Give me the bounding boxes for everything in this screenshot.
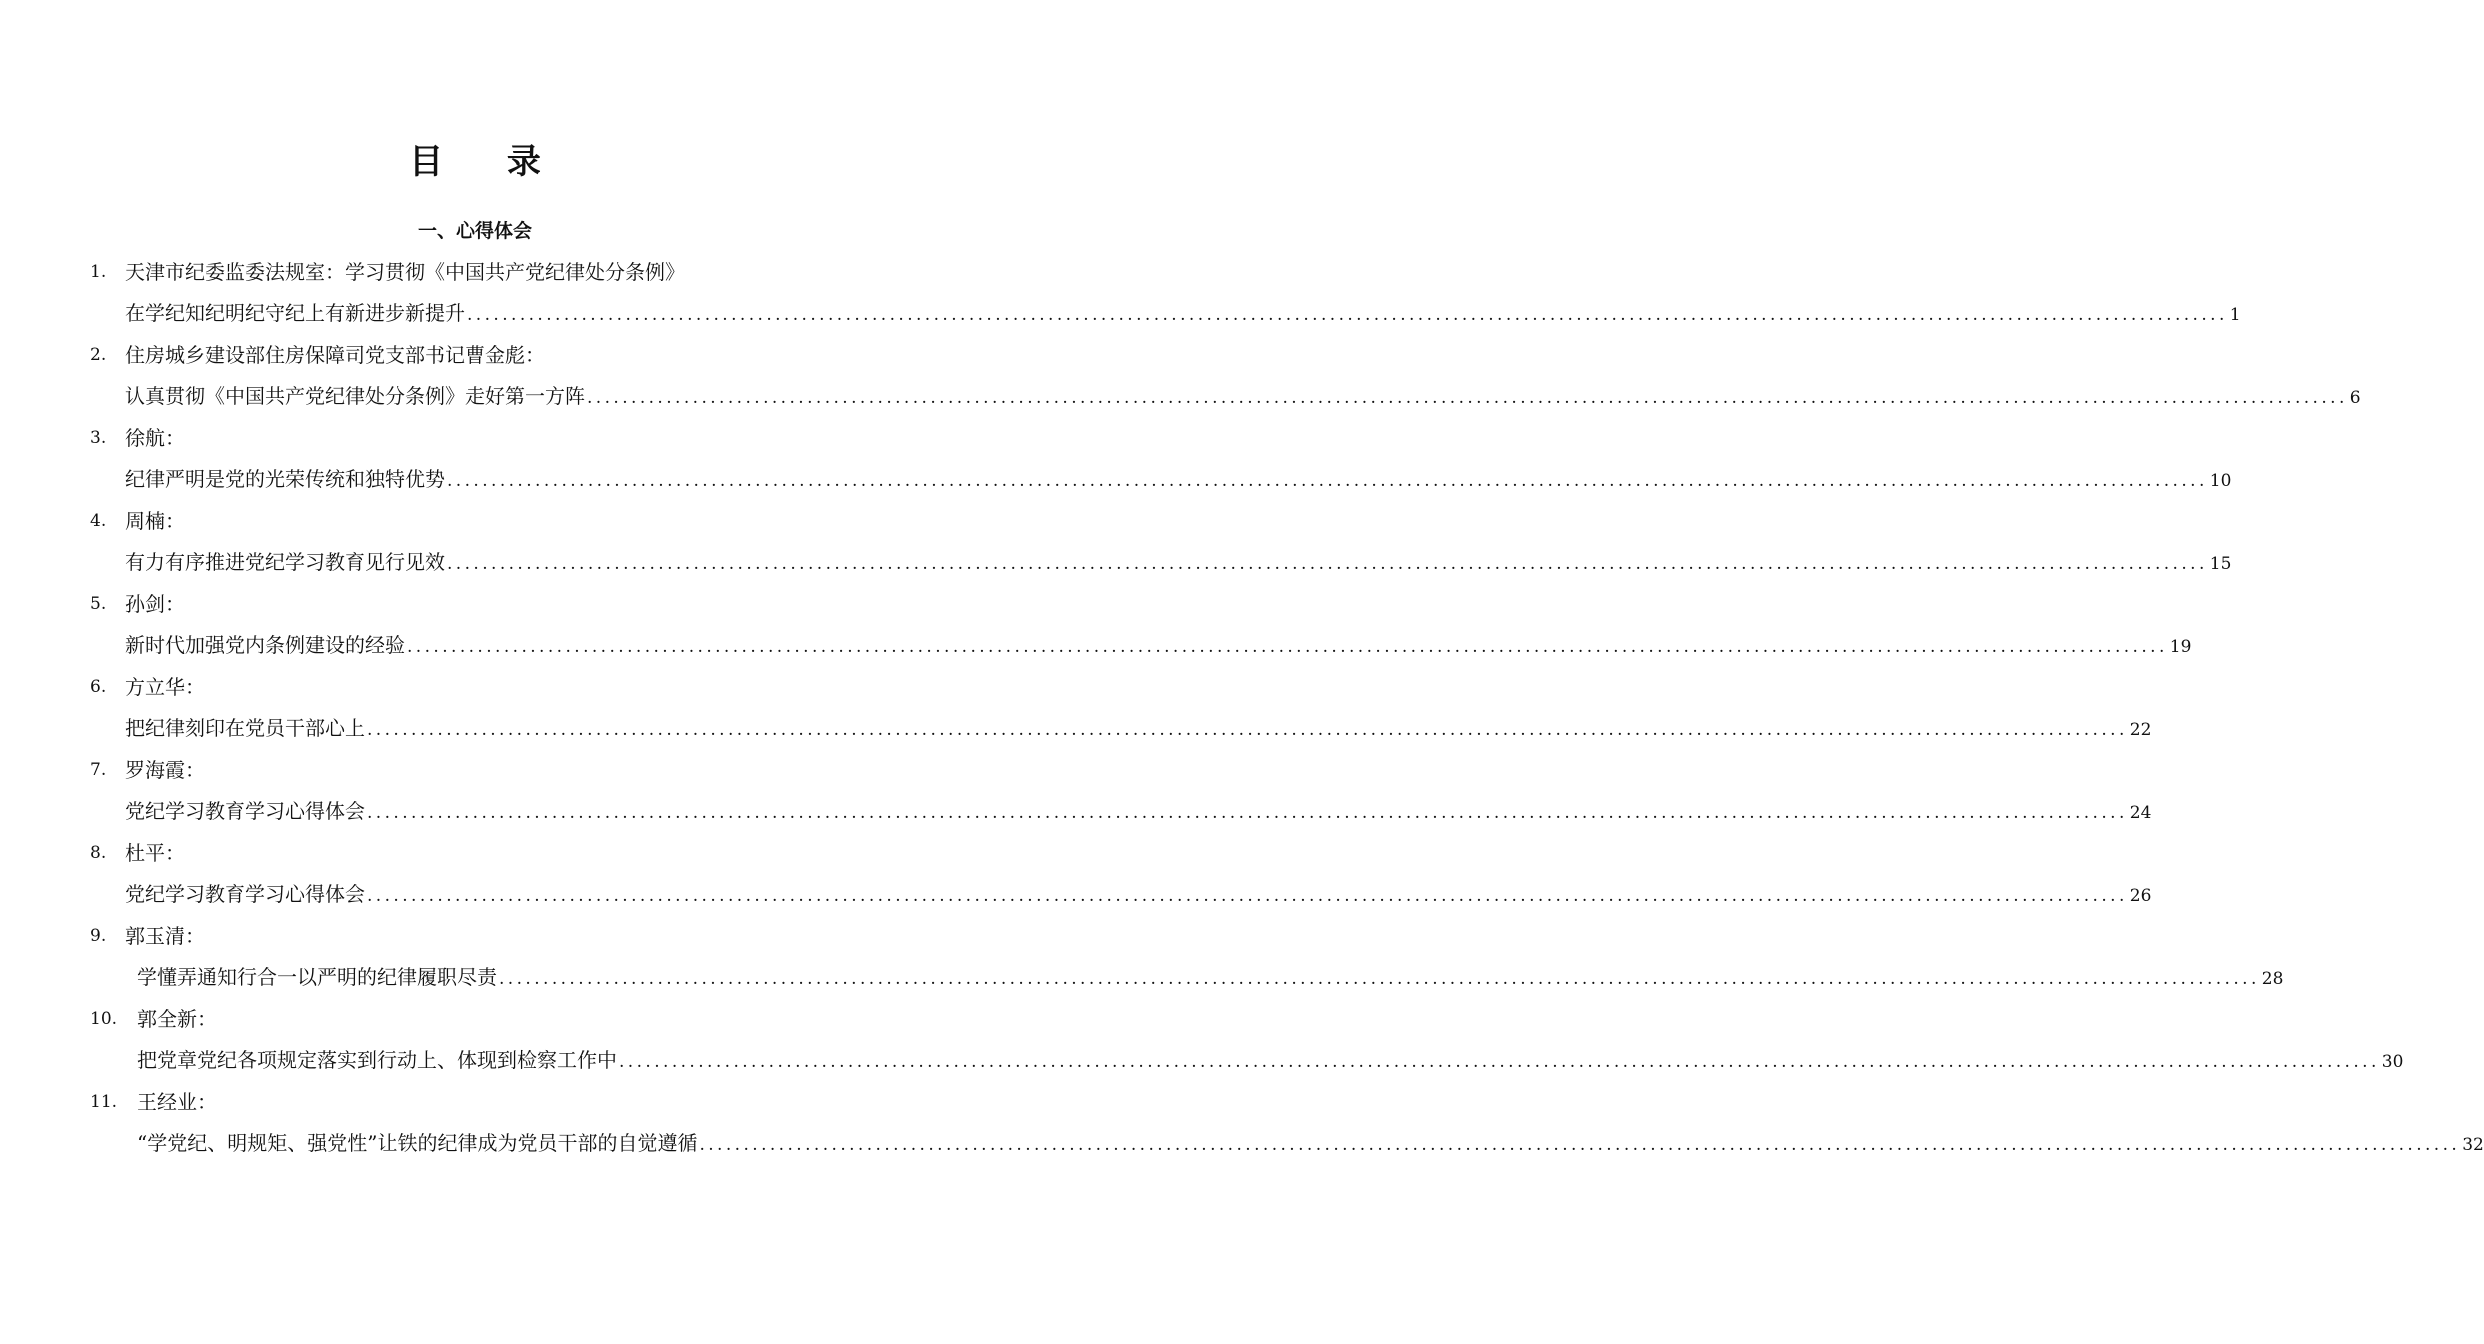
toc-entry[interactable] [0, 422, 2232, 505]
entry-number: 11. [90, 1092, 118, 1112]
entry-author: 郭玉清： [125, 924, 205, 948]
entry-number: 8. [90, 843, 107, 863]
entry-number: 4. [90, 511, 107, 531]
dot-leader: ........................................................................................................................................................................................................ [367, 720, 2128, 740]
dot-leader: ........................................................................................................................................................................................................ [407, 637, 2168, 657]
dot-leader: ........................................................................................................................................................................................................ [499, 969, 2260, 989]
toc-entry[interactable] [0, 339, 2361, 422]
entry-author: 周楠： [125, 509, 185, 533]
entry-author: 王经业： [137, 1090, 217, 1114]
dot-leader: ........................................................................................................................................................................................................ [619, 1052, 2380, 1072]
page-number: 26 [2129, 886, 2152, 906]
entry-author: 孙剑： [125, 592, 185, 616]
entry-author: 方立华： [125, 675, 205, 699]
entry-title-line [125, 463, 2232, 495]
entry-title-line [137, 961, 2284, 993]
page-number: 15 [2209, 554, 2232, 574]
entry-title-line [125, 629, 2192, 661]
entry-title: 在学纪知纪明纪守纪上有新进步新提升 [125, 301, 465, 325]
entry-number: 5. [90, 594, 107, 614]
table-of-contents [0, 256, 2484, 1169]
page-number: 10 [2209, 471, 2232, 491]
entry-author: 徐航： [125, 426, 185, 450]
page-number: 19 [2169, 637, 2192, 657]
entry-title-line [125, 546, 2232, 578]
toc-entry[interactable] [0, 754, 2152, 837]
entry-title-line [125, 712, 2152, 744]
section-heading: 一、心得体会 [417, 220, 532, 242]
entry-title: 有力有序推进党纪学习教育见行见效 [125, 550, 445, 574]
entry-number: 6. [90, 677, 107, 697]
toc-entry[interactable] [0, 1086, 2484, 1169]
page-number: 30 [2381, 1052, 2404, 1072]
entry-author: 天津市纪委监委法规室：学习贯彻《中国共产党纪律处分条例》 [125, 260, 685, 284]
entry-number: 10. [90, 1009, 118, 1029]
entry-author: 罗海霞： [125, 758, 205, 782]
entry-title: 把党章党纪各项规定落实到行动上、体现到检察工作中 [137, 1048, 617, 1072]
dot-leader: ........................................................................................................................................................................................................ [587, 388, 2348, 408]
entry-title-line [137, 1044, 2404, 1076]
entry-title: “学党纪、明规矩、强党性”让铁的纪律成为党员干部的自觉遵循 [137, 1131, 698, 1155]
page-number: 1 [2229, 305, 2241, 325]
dot-leader: ........................................................................................................................................................................................................ [447, 471, 2208, 491]
entry-author: 住房城乡建设部住房保障司党支部书记曹金彪： [125, 343, 545, 367]
entry-title-line [125, 297, 2241, 329]
page-number: 22 [2129, 720, 2152, 740]
page-title: 目 录 [409, 142, 567, 182]
entry-title: 新时代加强党内条例建设的经验 [125, 633, 405, 657]
entry-title: 党纪学习教育学习心得体会 [125, 882, 365, 906]
entry-number: 1. [90, 262, 107, 282]
entry-number: 2. [90, 345, 107, 365]
entry-number: 7. [90, 760, 107, 780]
toc-entry[interactable] [0, 920, 2284, 1003]
entry-title-line [137, 1127, 2484, 1159]
entry-title-line [125, 878, 2152, 910]
entry-title: 纪律严明是党的光荣传统和独特优势 [125, 467, 445, 491]
entry-author: 杜平： [125, 841, 185, 865]
toc-entry[interactable] [0, 505, 2232, 588]
toc-entry[interactable] [0, 256, 2241, 339]
entry-title-line [125, 380, 2361, 412]
page-number: 28 [2261, 969, 2284, 989]
dot-leader: ........................................................................................................................................................................................................ [447, 554, 2208, 574]
entry-author: 郭全新： [137, 1007, 217, 1031]
entry-number: 3. [90, 428, 107, 448]
toc-entry[interactable] [0, 588, 2192, 671]
entry-title: 把纪律刻印在党员干部心上 [125, 716, 365, 740]
dot-leader: ........................................................................................................................................................................................................ [367, 803, 2128, 823]
toc-entry[interactable] [0, 671, 2152, 754]
page-number: 32 [2462, 1135, 2484, 1155]
entry-number: 9. [90, 926, 107, 946]
entry-title-line [125, 795, 2152, 827]
entry-title: 认真贯彻《中国共产党纪律处分条例》走好第一方阵 [125, 384, 585, 408]
page-number: 6 [2349, 388, 2361, 408]
dot-leader: ........................................................................................................................................................................................................ [367, 886, 2128, 906]
dot-leader: ........................................................................................................................................................................................................ [699, 1135, 2461, 1155]
dot-leader: ........................................................................................................................................................................................................ [467, 305, 2228, 325]
toc-entry[interactable] [0, 837, 2152, 920]
toc-entry[interactable] [0, 1003, 2404, 1086]
page-number: 24 [2129, 803, 2152, 823]
entry-title: 党纪学习教育学习心得体会 [125, 799, 365, 823]
entry-title: 学懂弄通知行合一以严明的纪律履职尽责 [137, 965, 497, 989]
